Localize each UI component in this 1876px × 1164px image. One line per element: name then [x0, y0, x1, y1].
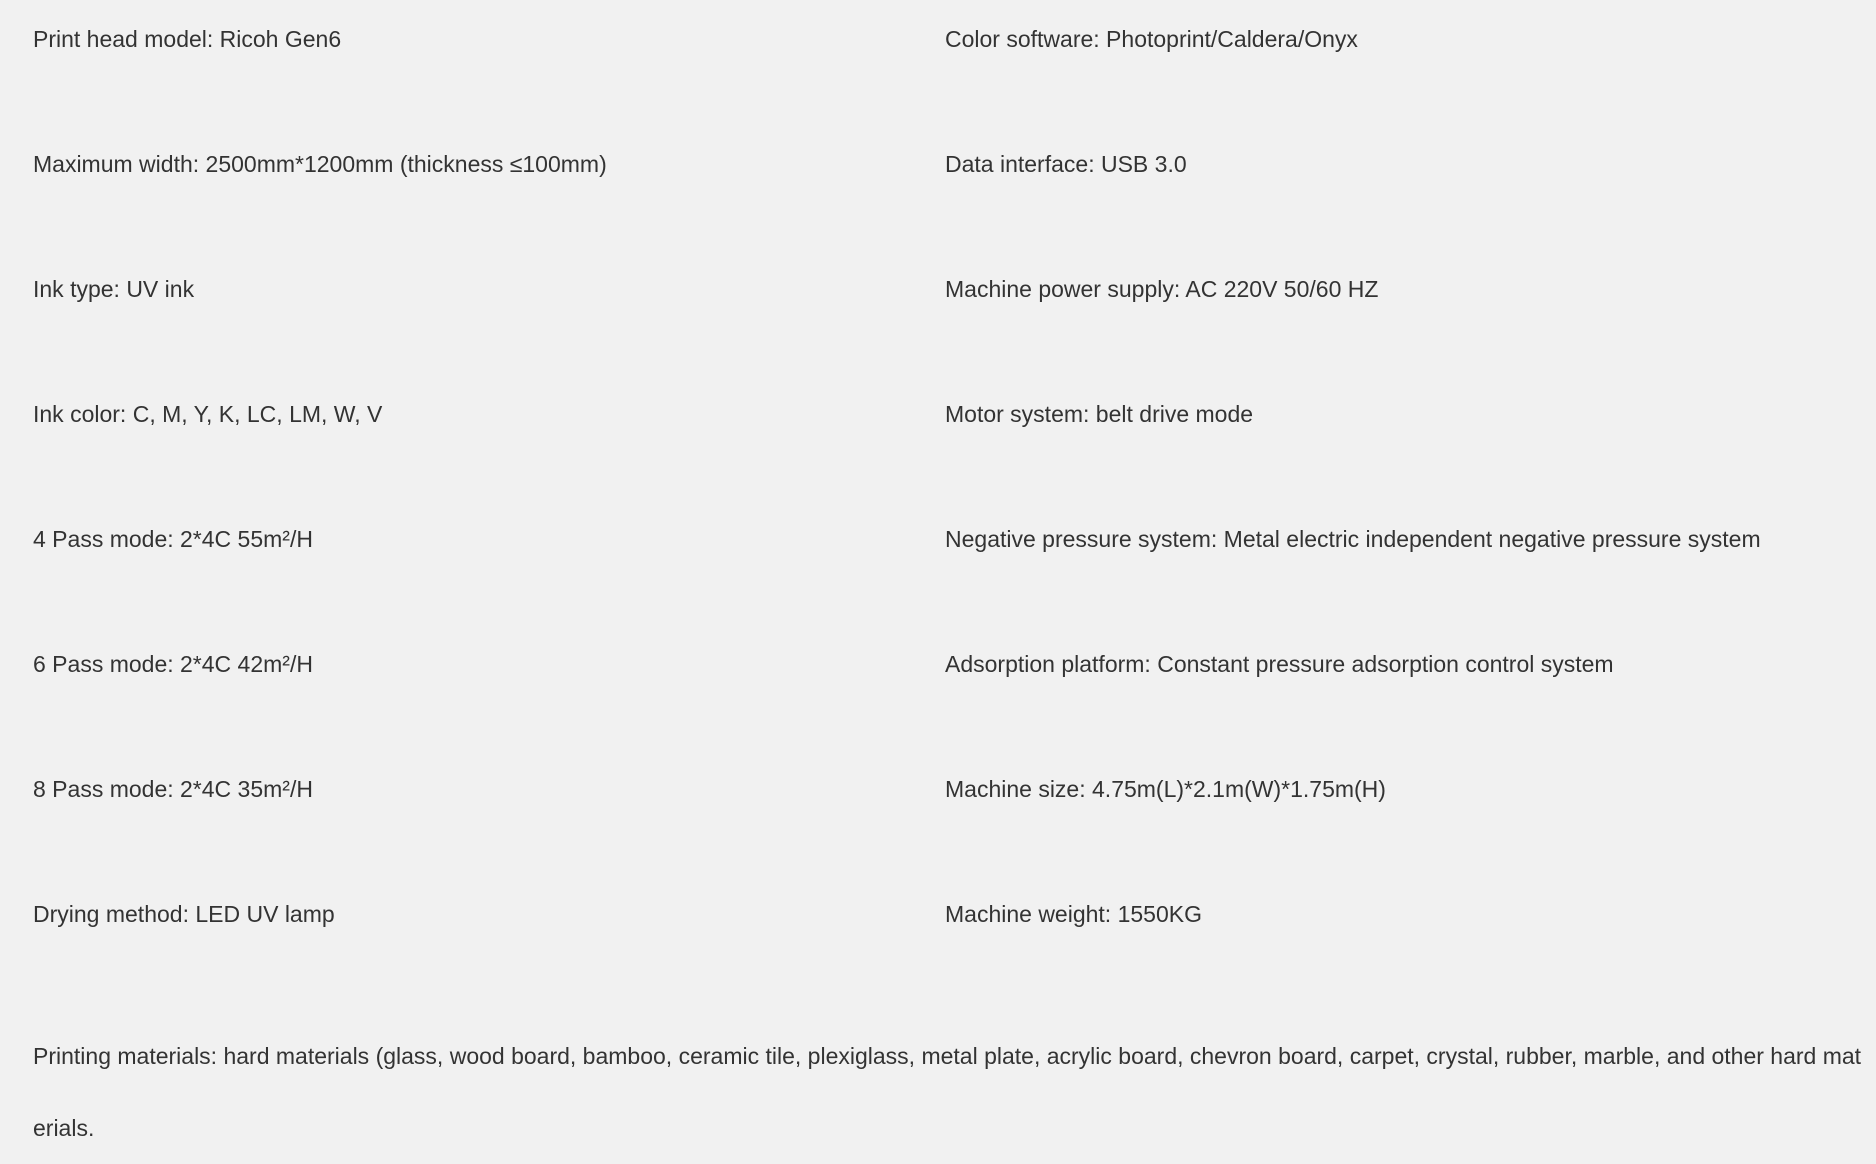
- spec-4-pass-mode: 4 Pass mode: 2*4C 55m²/H: [33, 526, 313, 552]
- spec-ink-color: Ink color: C, M, Y, K, LC, LM, W, V: [33, 401, 383, 427]
- spec-maximum-width: Maximum width: 2500mm*1200mm (thickness ≤100mm): [33, 151, 607, 177]
- spec-8-pass-mode: 8 Pass mode: 2*4C 35m²/H: [33, 776, 313, 802]
- spec-row: [33, 0, 1876, 125]
- spec-row: [33, 500, 1876, 625]
- spec-row: [33, 875, 1876, 1000]
- spec-row: [33, 625, 1876, 750]
- spec-table: [33, 0, 1876, 1000]
- spec-row: [33, 375, 1876, 500]
- spec-machine-power-supply: Machine power supply: AC 220V 50/60 HZ: [945, 276, 1379, 302]
- spec-data-interface: Data interface: USB 3.0: [945, 151, 1187, 177]
- spec-negative-pressure-system: Negative pressure system: Metal electric independent negative pressure system: [945, 526, 1761, 552]
- spec-print-head-model: Print head model: Ricoh Gen6: [33, 26, 342, 52]
- spec-row: [33, 125, 1876, 250]
- spec-machine-size: Machine size: 4.75m(L)*2.1m(W)*1.75m(H): [945, 776, 1386, 802]
- spec-machine-weight: Machine weight: 1550KG: [945, 901, 1202, 927]
- spec-ink-type: Ink type: UV ink: [33, 276, 195, 302]
- spec-6-pass-mode: 6 Pass mode: 2*4C 42m²/H: [33, 651, 313, 677]
- spec-drying-method: Drying method: LED UV lamp: [33, 901, 335, 927]
- spec-motor-system: Motor system: belt drive mode: [945, 401, 1254, 427]
- spec-row: [33, 250, 1876, 375]
- spec-printing-materials: Printing materials: hard materials (glass, wood board, bamboo, ceramic tile, plexiglass, metal plate, acrylic board, chevron board, carpet, crystal, rubber, marble, and other hard materials.: [33, 1043, 1862, 1141]
- spec-row: [33, 750, 1876, 875]
- spec-color-software: Color software: Photoprint/Caldera/Onyx: [945, 26, 1358, 52]
- spec-adsorption-platform: Adsorption platform: Constant pressure adsorption control system: [945, 651, 1614, 677]
